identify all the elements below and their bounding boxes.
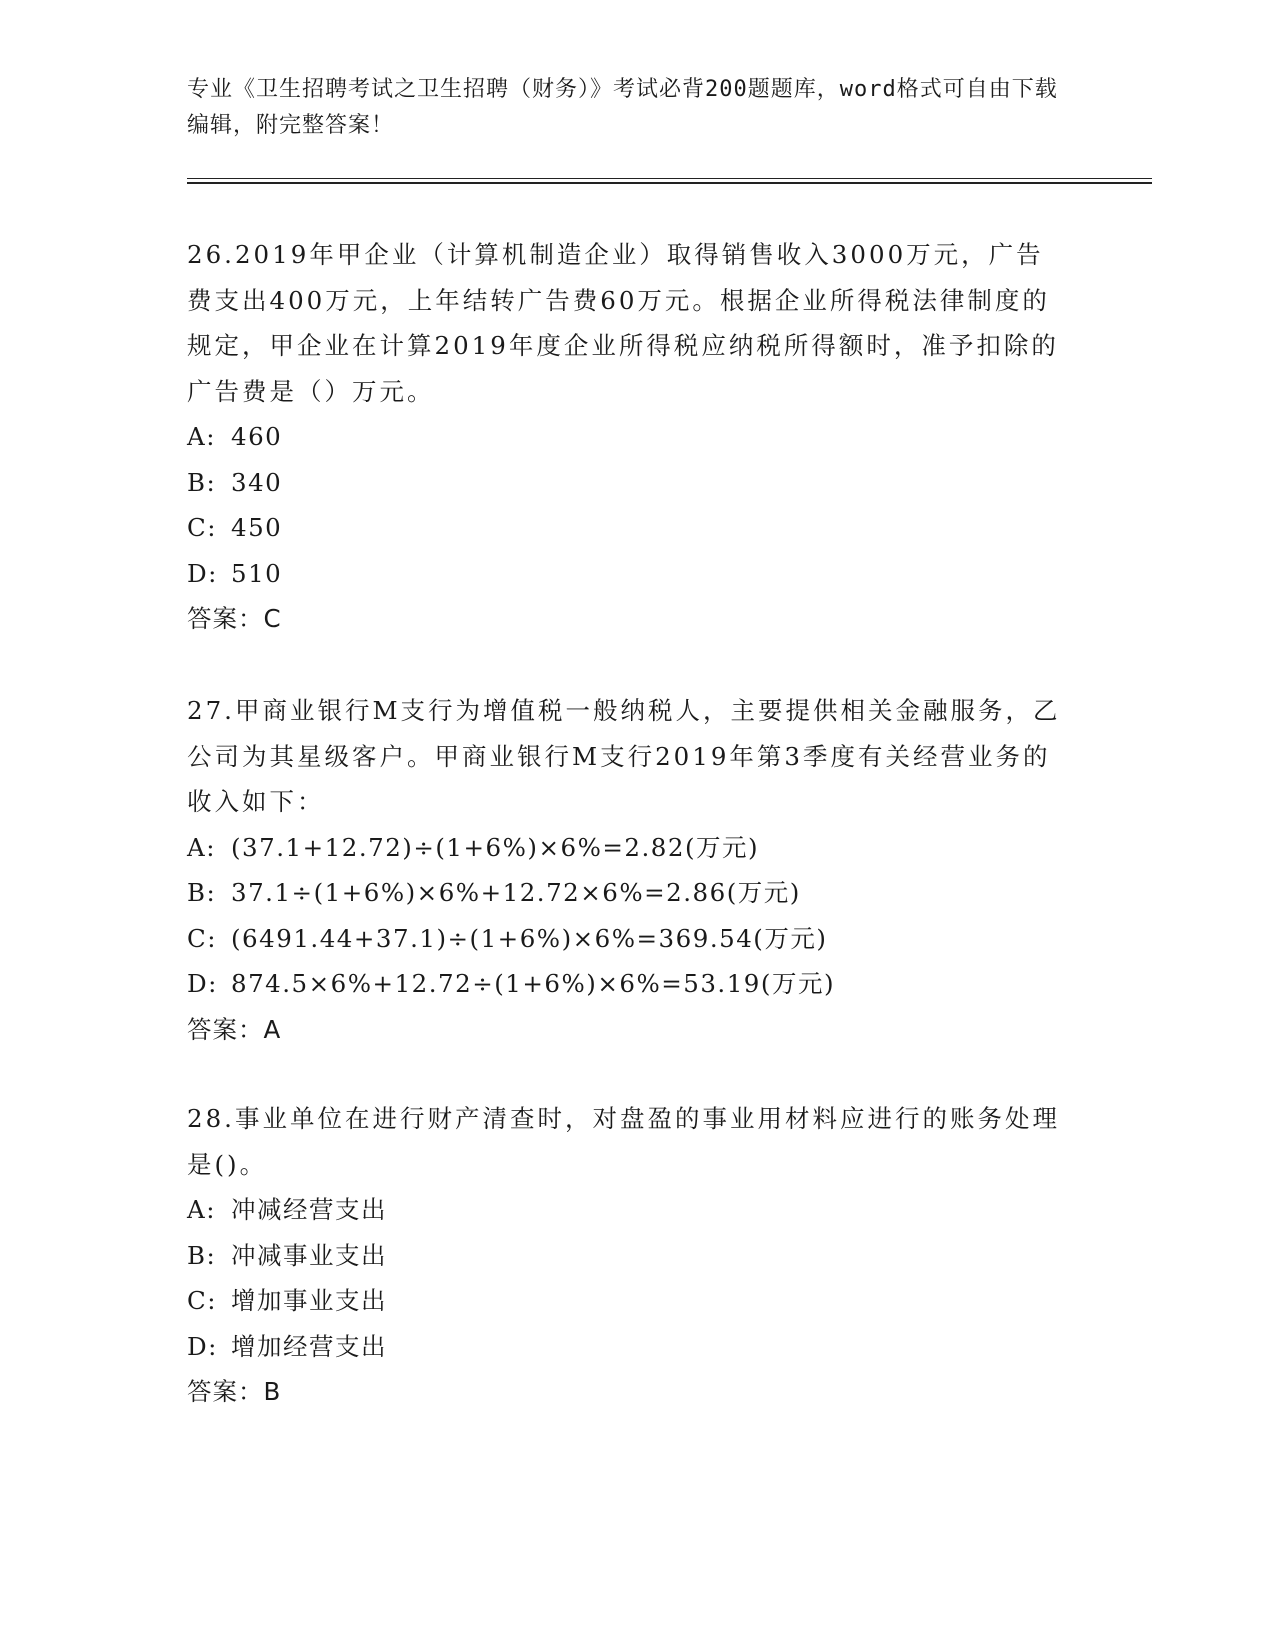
option-key: D: [187,1331,218,1361]
option-key: B: [187,1240,217,1270]
option-c [187,1278,1067,1324]
option-a [187,414,1067,460]
question-27 [187,688,1067,1052]
document-header: 专业《卫生招聘考试之卫生招聘（财务）》考试必背200题题库，word格式可自由下载编辑，附完整答案！ [187,77,1058,138]
option-text: 510 [231,558,283,588]
option-key: C: [187,513,218,542]
header-divider-thin [187,178,1152,179]
option-b [187,460,1067,506]
answer-line: 答案：C [187,604,282,633]
option-text: 874.5×6%+12.72÷(1+6%)×6%=53.19(万元) [231,969,836,998]
option-key: A: [187,1195,216,1224]
question-stem: 28.事业单位在进行财产清查时，对盘盈的事业用材料应进行的账务处理是()。 [187,1104,1060,1179]
option-d [187,551,1067,597]
option-d [187,1324,1067,1370]
option-c [187,505,1067,551]
option-c [187,916,1067,962]
option-text: 460 [231,422,283,451]
option-key: C: [187,1286,218,1315]
option-key: D: [187,558,218,588]
option-d [187,961,1067,1007]
option-key: B: [187,467,217,497]
option-key: A: [187,832,216,862]
option-key: B: [187,878,217,907]
option-text: (37.1+12.72)÷(1+6%)×6%=2.82(万元) [231,832,760,862]
option-key: C: [187,923,218,953]
option-text: 增加事业支出 [231,1286,387,1315]
question-28 [187,1096,1067,1415]
option-text: (6491.44+37.1)÷(1+6%)×6%=369.54(万元) [231,923,828,953]
option-text: 340 [231,467,283,497]
header-divider-thick [187,182,1152,184]
question-stem: 26.2019年甲企业（计算机制造企业）取得销售收入3000万元，广告费支出400万元，上年结转广告费60万元。根据企业所得税法律制度的规定，甲企业在计算2019年度企业所得税应纳税所得额时，准予扣除的广告费是（）万元。 [187,240,1059,406]
option-b [187,870,1067,916]
option-text: 37.1÷(1+6%)×6%+12.72×6%=2.86(万元) [231,878,801,907]
option-b [187,1233,1067,1279]
option-a [187,825,1067,871]
option-key: D: [187,969,218,998]
option-key: A: [187,422,216,451]
option-text: 增加经营支出 [231,1331,387,1361]
option-a [187,1187,1067,1233]
option-text: 冲减经营支出 [231,1195,387,1224]
answer-line: 答案：B [187,1377,282,1406]
option-text: 冲减事业支出 [231,1240,387,1270]
question-26 [187,232,1067,642]
question-stem: 27.甲商业银行M支行为增值税一般纳税人，主要提供相关金融服务，乙公司为其星级客户。甲商业银行M支行2019年第3季度有关经营业务的收入如下： [187,696,1061,816]
answer-line: 答案：A [187,1014,282,1044]
option-text: 450 [231,513,283,542]
